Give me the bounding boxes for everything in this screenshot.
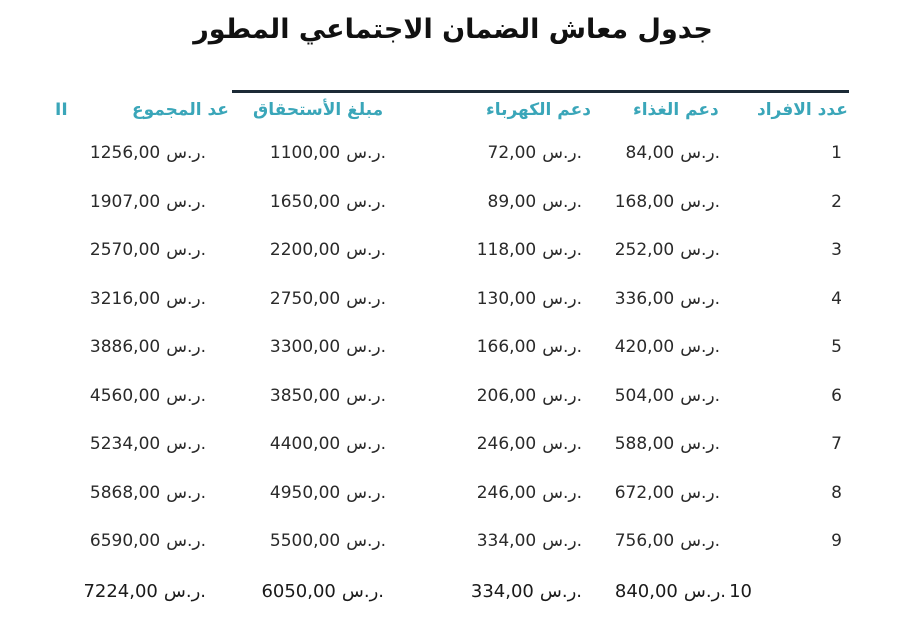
currency-label: ر.س. [346, 337, 386, 357]
cell-entitlement [270, 337, 386, 357]
cell-total [90, 143, 206, 163]
cell-value: 206,00 [476, 386, 537, 406]
cell-value: 1907,00 [89, 192, 161, 212]
cell-value: 84,00 [625, 143, 675, 163]
cell-value: 672,00 [614, 483, 675, 503]
cell-members: 5 [831, 337, 842, 357]
cell-entitlement [270, 143, 386, 163]
currency-label: ر.س. [542, 434, 582, 454]
currency-label: ر.س. [166, 531, 206, 551]
cell-members: 9 [831, 531, 842, 551]
cell-value: 168,00 [614, 192, 675, 212]
cell-value: 2750,00 [269, 289, 341, 309]
currency-label: ر.س. [166, 434, 206, 454]
cell-value: 118,00 [476, 240, 537, 260]
cell-value: 6050,00 [261, 581, 336, 602]
cell-value: 3886,00 [89, 337, 161, 357]
currency-label: ر.س. [166, 240, 206, 260]
cell-electricity [477, 386, 582, 406]
cell-electricity [477, 531, 582, 551]
currency-label: ر.س. [166, 386, 206, 406]
currency-label: ر.س. [680, 289, 720, 309]
cell-value: 588,00 [614, 434, 675, 454]
cell-value: 334,00 [470, 581, 534, 602]
currency-label: ر.س. [346, 143, 386, 163]
cell-total [90, 531, 206, 551]
cell-value: 246,00 [476, 483, 537, 503]
cell-electricity [477, 483, 582, 503]
cell-electricity [488, 192, 582, 212]
cell-value: 2200,00 [269, 240, 341, 260]
cell-value: 1100,00 [269, 143, 341, 163]
cell-value: 756,00 [614, 531, 675, 551]
currency-label: ر.س. [539, 581, 582, 602]
cell-entitlement [270, 289, 386, 309]
cell-total [83, 581, 206, 602]
currency-label: ر.س. [166, 143, 206, 163]
currency-label: ر.س. [542, 240, 582, 260]
cell-value: 7224,00 [83, 581, 158, 602]
cell-food [615, 434, 720, 454]
cell-entitlement [270, 531, 386, 551]
cell-value: 2570,00 [89, 240, 161, 260]
currency-label: ر.س. [346, 434, 386, 454]
header-entitlement: مبلغ الأستحقاق [253, 100, 384, 120]
cell-food [615, 240, 720, 260]
cell-value: 840,00 [614, 581, 678, 602]
cell-total [90, 386, 206, 406]
cell-value: 246,00 [476, 434, 537, 454]
cell-members: 6 [831, 386, 842, 406]
currency-label: ر.س. [346, 240, 386, 260]
cell-electricity [477, 240, 582, 260]
header-food: دعم الغذاء [633, 100, 719, 120]
cell-total [90, 240, 206, 260]
cell-value: 3216,00 [89, 289, 161, 309]
currency-label: ر.س. [346, 192, 386, 212]
cell-food [626, 143, 720, 163]
currency-label: ر.س. [542, 531, 582, 551]
cell-total [90, 337, 206, 357]
cell-entitlement [270, 434, 386, 454]
cell-value: 5868,00 [89, 483, 161, 503]
currency-label: ر.س. [680, 192, 720, 212]
cell-value: 89,00 [487, 192, 537, 212]
header-marker: II [55, 100, 68, 120]
cell-value: 4560,00 [89, 386, 161, 406]
cell-electricity [471, 581, 582, 602]
cell-members: 4 [831, 289, 842, 309]
header-members: عدد الافراد [757, 100, 848, 120]
currency-label: ر.س. [542, 337, 582, 357]
cell-electricity [488, 143, 582, 163]
currency-label: ر.س. [341, 581, 384, 602]
cell-total [90, 192, 206, 212]
currency-label: ر.س. [680, 434, 720, 454]
currency-label: ر.س. [542, 483, 582, 503]
cell-value: 4950,00 [269, 483, 341, 503]
currency-label: ر.س. [346, 483, 386, 503]
cell-members: 1 [831, 143, 842, 163]
cell-value: 3850,00 [269, 386, 341, 406]
currency-label: ر.س. [680, 337, 720, 357]
currency-label: ر.س. [680, 386, 720, 406]
page-title: جدول معاش الضمان الاجتماعي المطور [193, 14, 713, 45]
cell-members: 7 [831, 434, 842, 454]
currency-label: ر.س. [542, 143, 582, 163]
cell-total [90, 434, 206, 454]
cell-value: 130,00 [476, 289, 537, 309]
cell-value: 1256,00 [89, 143, 161, 163]
cell-value: 166,00 [476, 337, 537, 357]
cell-value: 252,00 [614, 240, 675, 260]
currency-label: ر.س. [346, 386, 386, 406]
cell-entitlement [270, 483, 386, 503]
cell-value: 336,00 [614, 289, 675, 309]
cell-food [615, 192, 720, 212]
cell-entitlement [270, 240, 386, 260]
currency-label: ر.س. [166, 289, 206, 309]
header-rule [232, 90, 849, 93]
currency-label: ر.س. [680, 531, 720, 551]
cell-value: 72,00 [487, 143, 537, 163]
cell-electricity [477, 289, 582, 309]
cell-electricity [477, 434, 582, 454]
header-electricity: دعم الكهرباء [486, 100, 591, 120]
currency-label: ر.س. [346, 289, 386, 309]
cell-total [90, 289, 206, 309]
cell-food [615, 483, 720, 503]
currency-label: ر.س. [680, 240, 720, 260]
cell-value: 5500,00 [269, 531, 341, 551]
cell-members: 8 [831, 483, 842, 503]
cell-value: 420,00 [614, 337, 675, 357]
cell-food [615, 337, 720, 357]
cell-value: 6590,00 [89, 531, 161, 551]
cell-electricity [477, 337, 582, 357]
currency-label: ر.س. [346, 531, 386, 551]
cell-food [615, 581, 726, 602]
cell-total [90, 483, 206, 503]
currency-label: ر.س. [680, 483, 720, 503]
cell-value: 334,00 [476, 531, 537, 551]
currency-label: ر.س. [542, 192, 582, 212]
currency-label: ر.س. [166, 483, 206, 503]
header-total: عد المجموع [132, 100, 229, 120]
currency-label: ر.س. [166, 192, 206, 212]
currency-label: ر.س. [680, 143, 720, 163]
cell-value: 5234,00 [89, 434, 161, 454]
cell-members: 3 [831, 240, 842, 260]
cell-entitlement [270, 192, 386, 212]
currency-label: ر.س. [683, 581, 726, 602]
cell-value: 1650,00 [269, 192, 341, 212]
cell-members: 2 [831, 192, 842, 212]
currency-label: ر.س. [542, 289, 582, 309]
cell-value: 3300,00 [269, 337, 341, 357]
currency-label: ر.س. [163, 581, 206, 602]
cell-food [615, 531, 720, 551]
cell-food [615, 289, 720, 309]
cell-entitlement [261, 581, 384, 602]
cell-value: 4400,00 [269, 434, 341, 454]
currency-label: ر.س. [542, 386, 582, 406]
cell-value: 504,00 [614, 386, 675, 406]
currency-label: ر.س. [166, 337, 206, 357]
cell-members: 10 [729, 581, 752, 602]
cell-entitlement [270, 386, 386, 406]
cell-food [615, 386, 720, 406]
